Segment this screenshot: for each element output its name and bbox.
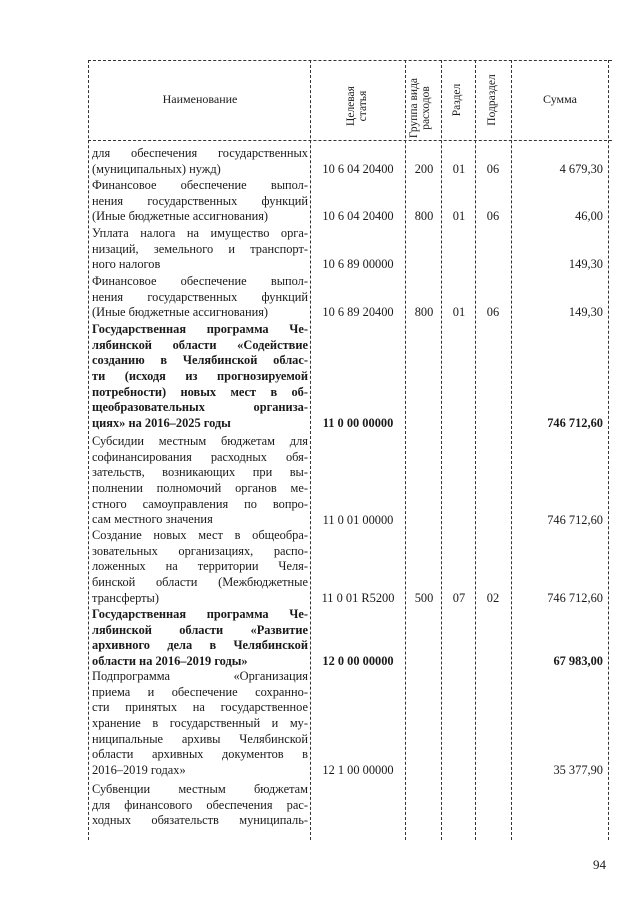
row-name-line: Уплата налога на имущество орга- [92, 226, 308, 240]
row-name-line: хранение в государственный и му- [92, 716, 308, 731]
row-name-line: (Иные бюджетные ассигнования) [92, 209, 269, 224]
row-expense-group: 200 [414, 161, 434, 176]
row-name-line: Государственная программа Че- [92, 607, 308, 621]
row-section: 01 [452, 161, 466, 176]
row-target-code: 11 0 01 R5200 [321, 590, 395, 605]
row-target-code: 10 6 89 20400 [322, 305, 394, 320]
row-target-code: 11 0 00 00000 [322, 416, 394, 431]
row-sum: 67 983,00 [553, 654, 603, 669]
header-target-text: Целевая статья [345, 86, 369, 126]
row-subsection: 06 [486, 209, 500, 224]
col-border-left [88, 60, 89, 840]
row-name-line: полнении полномочий органов ме- [92, 481, 308, 496]
row-name-line: лябинской области «Развитие [92, 622, 308, 637]
col-border-code [405, 60, 406, 840]
row-expense-group: 500 [414, 590, 434, 605]
header-name: Наименование [162, 92, 238, 106]
row-name [92, 146, 308, 177]
row-sum: 4 679,30 [559, 161, 603, 176]
row-name-line: лябинской области «Содействие [92, 337, 308, 352]
row-name-line: области на 2016–2019 годы» [92, 654, 248, 669]
row-name-line: приема и обеспечение сохранно- [92, 684, 308, 699]
row-name [92, 178, 308, 225]
row-name-line: Подпрограмма «Организация [92, 669, 308, 683]
page-number: 94 [593, 857, 606, 872]
row-name-line: (муниципальных) нужд) [92, 161, 221, 176]
col-border-right [608, 60, 609, 840]
row-name-line: 2016–2019 годах» [92, 763, 186, 778]
row-subsection: 06 [486, 305, 500, 320]
header-expense-group [408, 70, 438, 146]
row-name [92, 782, 308, 829]
row-name [92, 274, 308, 321]
row-sum: 149,30 [568, 257, 603, 272]
row-name-line: Субсидии местным бюджетам для [92, 434, 308, 448]
row-name-line: для финансового обеспечения рас- [92, 797, 308, 812]
row-name [92, 607, 308, 670]
row-target-code: 10 6 89 00000 [322, 257, 394, 272]
header-group-text: Группа вида расходов [408, 77, 432, 139]
row-name-line: стного самоуправления по вопро- [92, 496, 308, 511]
row-name-line: Субвенции местным бюджетам [92, 782, 308, 796]
row-name [92, 226, 308, 273]
row-name-line: циях» на 2016–2025 годы [92, 416, 231, 431]
row-sum: 46,00 [575, 209, 603, 224]
row-name-line: архивного дела в Челябинской [92, 638, 308, 653]
row-name-line: созданию в Челябинской облас- [92, 353, 308, 368]
row-name-line: сам местного значения [92, 512, 213, 527]
header-sum: Сумма [543, 92, 577, 106]
row-name-line: ложенных на территории Челя- [92, 559, 308, 574]
row-expense-group: 800 [414, 209, 434, 224]
row-target-code: 12 0 00 00000 [322, 654, 394, 669]
row-section: 01 [452, 209, 466, 224]
row-name-line: ниципальные архивы Челябинской [92, 731, 308, 746]
row-name [92, 434, 308, 528]
row-name-line: ного налогов [92, 257, 161, 272]
row-name-line: Финансовое обеспечение выпол- [92, 274, 308, 288]
row-subsection: 02 [486, 590, 500, 605]
row-name-line: низаций, земельного и транспорт- [92, 241, 308, 256]
row-name-line: потребности) новых мест в об- [92, 384, 308, 399]
row-subsection: 06 [486, 161, 500, 176]
row-target-code: 10 6 04 20400 [322, 209, 394, 224]
row-name-line: ходных обязательств муниципаль- [92, 813, 308, 828]
row-name-line: нения государственных функций [92, 193, 308, 208]
row-name-line: области архивных документов в [92, 747, 308, 762]
row-name [92, 528, 308, 606]
row-sum: 746 712,60 [547, 590, 603, 605]
row-sum: 746 712,60 [547, 512, 603, 527]
row-sum: 746 712,60 [547, 416, 603, 431]
row-name [92, 669, 308, 779]
row-expense-group: 800 [414, 305, 434, 320]
row-name-line: софинансирования расходных обя- [92, 449, 308, 464]
row-target-code: 10 6 04 20400 [322, 161, 394, 176]
row-name-line: зательств, возникающих при вы- [92, 465, 308, 480]
header-subsection: Подраздел [486, 74, 498, 126]
row-name-line: (Иные бюджетные ассигнования) [92, 305, 269, 320]
row-sum: 149,30 [568, 305, 603, 320]
row-name-line: зовательных организациях, распо- [92, 543, 308, 558]
row-name-line: Финансовое обеспечение выпол- [92, 178, 308, 192]
row-name-line: трансферты) [92, 590, 159, 605]
row-name-line: бинской области (Межбюджетные [92, 575, 308, 590]
row-name-line: ти (исходя из прогнозируемой [92, 369, 308, 384]
row-name-line: сти принятых на государственное [92, 700, 308, 715]
header-target-article [345, 60, 371, 152]
row-sum: 35 377,90 [553, 763, 603, 778]
row-name-line: Создание новых мест в общеобра- [92, 528, 308, 542]
row-section: 01 [452, 305, 466, 320]
row-name-line: для обеспечения государственных [92, 146, 308, 160]
row-target-code: 12 1 00 00000 [322, 763, 394, 778]
row-name-line: щеобразовательных организа- [92, 400, 308, 415]
row-name [92, 322, 308, 432]
row-name-line: Государственная программа Че- [92, 322, 308, 336]
header-section: Раздел [451, 83, 463, 117]
row-name-line: нения государственных функций [92, 289, 308, 304]
col-border-name [310, 60, 311, 840]
row-section: 07 [452, 590, 466, 605]
col-border-subsection [511, 60, 512, 840]
col-border-group [441, 60, 442, 840]
row-target-code: 11 0 01 00000 [322, 512, 394, 527]
